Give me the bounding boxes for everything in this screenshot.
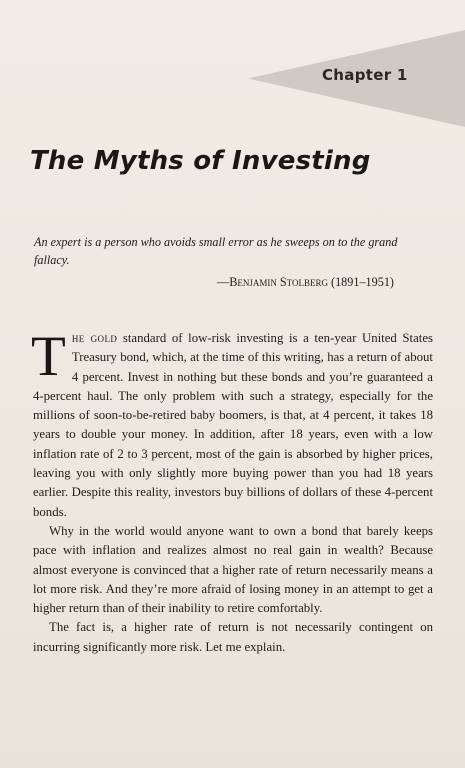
paragraph-2: Why in the world would anyone want to own a bond that barely keeps pace with inflation and realizes almost no real gain in wealth? Because almost everyone is convinced that a higher rate of return necessarily means a lot more risk. And they’re more afraid of losing money in an attempt to get a higher return than of their inability to retire comfortably. bbox=[33, 523, 433, 616]
epigraph-years: (1891–1951) bbox=[327, 275, 394, 289]
paragraph-1-text: standard of low-risk investing is a ten-year United States Treasury bond, which, at the time of this writing, has a return of about 4 percent. Invest in nothing but these bonds and you’re guaranteed a 4-percent haul. The only problem with such a strategy, especially for the millions of soon-to-be-retired baby boomers, is that, at 4 percent, it takes 18 years to double your money. In addition, after 18 years, even with a low inflation rate of 2 to 3 percent, most of the gain is absorbed by higher prices, leaving you with only slightly more buying power than you had 18 years earlier. Despite this reality, investors buy billions of dollars of these 4-percent bonds. bbox=[33, 331, 433, 519]
lead-in: he gold bbox=[71, 331, 118, 345]
epigraph-quote: An expert is a person who avoids small error as he sweeps on to the grand fallacy. bbox=[34, 235, 398, 267]
epigraph-attribution-dash: — bbox=[217, 275, 230, 289]
drop-cap: T bbox=[31, 325, 66, 388]
chapter-title: The Myths of Investing bbox=[30, 146, 371, 176]
paragraph-1 bbox=[31, 325, 433, 522]
epigraph-author: Benjamin Stolberg bbox=[229, 275, 328, 289]
chapter-label: Chapter 1 bbox=[322, 66, 408, 84]
epigraph-attribution bbox=[34, 273, 432, 291]
epigraph bbox=[34, 233, 432, 291]
chapter-body bbox=[31, 325, 433, 657]
paragraph-3: The fact is, a higher rate of return is not necessarily contingent on incurring significantly more risk. Let me explain. bbox=[33, 620, 433, 654]
